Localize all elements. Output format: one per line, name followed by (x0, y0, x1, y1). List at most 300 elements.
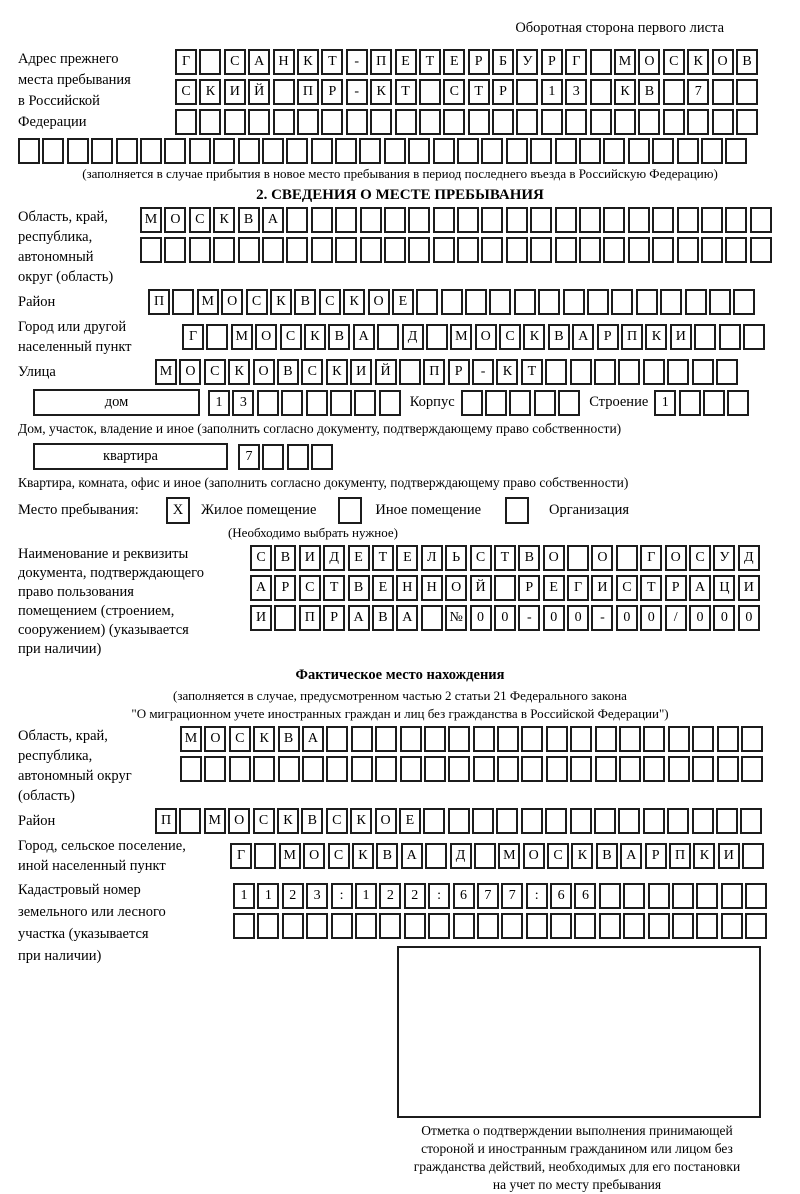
char-cell[interactable] (91, 138, 113, 164)
char-cell[interactable] (614, 109, 636, 135)
char-cell[interactable] (453, 913, 475, 939)
char-cell[interactable]: 2 (282, 883, 304, 909)
char-cell[interactable] (224, 109, 246, 135)
char-cell[interactable] (567, 545, 589, 571)
char-cell[interactable] (335, 237, 357, 263)
char-cell[interactable] (206, 324, 228, 350)
char-cell[interactable]: В (372, 605, 394, 631)
char-cell[interactable]: А (262, 207, 284, 233)
char-cell[interactable] (474, 843, 496, 869)
char-cell[interactable] (677, 207, 699, 233)
char-cell[interactable]: К (370, 79, 392, 105)
char-cell[interactable]: 6 (550, 883, 572, 909)
char-cell[interactable]: С (280, 324, 302, 350)
char-cell[interactable] (555, 207, 577, 233)
char-cell[interactable] (521, 808, 543, 834)
char-cell[interactable]: 1 (541, 79, 563, 105)
char-cell[interactable]: К (571, 843, 593, 869)
char-cell[interactable] (404, 913, 426, 939)
char-cell[interactable] (701, 207, 723, 233)
char-cell[interactable]: : (428, 883, 450, 909)
char-cell[interactable]: Д (323, 545, 345, 571)
char-cell[interactable] (679, 390, 701, 416)
char-cell[interactable]: : (331, 883, 353, 909)
char-cell[interactable] (563, 289, 585, 315)
char-cell[interactable]: Д (450, 843, 472, 869)
char-cell[interactable]: С (189, 207, 211, 233)
char-cell[interactable]: П (155, 808, 177, 834)
char-cell[interactable] (331, 913, 353, 939)
char-cell[interactable] (199, 49, 221, 75)
char-cell[interactable]: К (253, 726, 275, 752)
char-cell[interactable]: С (253, 808, 275, 834)
char-cell[interactable] (433, 207, 455, 233)
char-cell[interactable] (725, 207, 747, 233)
char-cell[interactable]: Р (468, 49, 490, 75)
char-cell[interactable] (473, 726, 495, 752)
char-cell[interactable] (179, 808, 201, 834)
char-cell[interactable]: О (543, 545, 565, 571)
char-cell[interactable]: К (523, 324, 545, 350)
char-cell[interactable]: 0 (738, 605, 760, 631)
char-cell[interactable]: С (299, 575, 321, 601)
char-cell[interactable]: В (736, 49, 758, 75)
char-cell[interactable] (745, 883, 767, 909)
char-cell[interactable]: Т (640, 575, 662, 601)
char-cell[interactable] (408, 207, 430, 233)
char-cell[interactable]: М (450, 324, 472, 350)
char-cell[interactable] (534, 390, 556, 416)
char-cell[interactable] (652, 138, 674, 164)
char-cell[interactable] (457, 207, 479, 233)
char-cell[interactable] (286, 138, 308, 164)
char-cell[interactable] (448, 808, 470, 834)
char-cell[interactable] (701, 237, 723, 263)
char-cell[interactable]: Й (248, 79, 270, 105)
char-cell[interactable]: В (596, 843, 618, 869)
char-cell[interactable] (692, 808, 714, 834)
char-cell[interactable]: М (204, 808, 226, 834)
char-cell[interactable] (648, 913, 670, 939)
char-cell[interactable] (297, 109, 319, 135)
char-cell[interactable]: А (302, 726, 324, 752)
char-cell[interactable]: 0 (640, 605, 662, 631)
char-cell[interactable]: Е (395, 49, 417, 75)
char-cell[interactable]: К (228, 359, 250, 385)
char-cell[interactable] (590, 79, 612, 105)
char-cell[interactable] (506, 207, 528, 233)
char-cell[interactable] (595, 756, 617, 782)
char-cell[interactable] (740, 808, 762, 834)
char-cell[interactable] (701, 138, 723, 164)
char-cell[interactable]: С (326, 808, 348, 834)
char-cell[interactable] (546, 726, 568, 752)
char-cell[interactable]: 3 (306, 883, 328, 909)
char-cell[interactable] (652, 237, 674, 263)
char-cell[interactable] (355, 913, 377, 939)
char-cell[interactable]: Ь (445, 545, 467, 571)
char-cell[interactable] (370, 109, 392, 135)
char-cell[interactable] (750, 237, 772, 263)
char-cell[interactable]: 1 (654, 390, 676, 416)
char-cell[interactable]: В (278, 726, 300, 752)
char-cell[interactable] (648, 883, 670, 909)
char-cell[interactable]: Ц (713, 575, 735, 601)
char-cell[interactable]: И (250, 605, 272, 631)
char-cell[interactable] (425, 843, 447, 869)
char-cell[interactable] (530, 138, 552, 164)
char-cell[interactable] (335, 207, 357, 233)
char-cell[interactable]: С (175, 79, 197, 105)
char-cell[interactable]: О (368, 289, 390, 315)
char-cell[interactable]: - (591, 605, 613, 631)
char-cell[interactable] (599, 913, 621, 939)
char-cell[interactable] (603, 237, 625, 263)
char-cell[interactable]: М (498, 843, 520, 869)
char-cell[interactable] (311, 444, 333, 470)
char-cell[interactable] (643, 808, 665, 834)
char-cell[interactable] (443, 109, 465, 135)
char-cell[interactable] (570, 756, 592, 782)
char-cell[interactable]: Е (392, 289, 414, 315)
char-cell[interactable] (663, 79, 685, 105)
char-cell[interactable]: И (224, 79, 246, 105)
char-cell[interactable]: П (299, 605, 321, 631)
char-cell[interactable]: Р (597, 324, 619, 350)
char-cell[interactable] (574, 913, 596, 939)
char-cell[interactable]: В (348, 575, 370, 601)
char-cell[interactable] (579, 237, 601, 263)
char-cell[interactable]: / (665, 605, 687, 631)
char-cell[interactable] (570, 726, 592, 752)
char-cell[interactable] (721, 913, 743, 939)
char-cell[interactable] (743, 324, 765, 350)
char-cell[interactable] (489, 289, 511, 315)
char-cell[interactable] (667, 808, 689, 834)
char-cell[interactable] (360, 207, 382, 233)
char-cell[interactable]: С (689, 545, 711, 571)
char-cell[interactable] (506, 138, 528, 164)
char-cell[interactable]: : (526, 883, 548, 909)
char-cell[interactable]: К (350, 808, 372, 834)
char-cell[interactable]: Т (521, 359, 543, 385)
char-cell[interactable]: Л (421, 545, 443, 571)
char-cell[interactable]: О (475, 324, 497, 350)
char-cell[interactable]: - (346, 49, 368, 75)
char-cell[interactable]: 7 (238, 444, 260, 470)
char-cell[interactable] (733, 289, 755, 315)
char-cell[interactable]: 1 (257, 883, 279, 909)
char-cell[interactable] (546, 756, 568, 782)
char-cell[interactable] (727, 390, 749, 416)
char-cell[interactable] (712, 79, 734, 105)
char-cell[interactable] (677, 237, 699, 263)
char-cell[interactable]: 0 (543, 605, 565, 631)
char-cell[interactable]: Т (494, 545, 516, 571)
char-cell[interactable]: 0 (494, 605, 516, 631)
char-cell[interactable]: № (445, 605, 467, 631)
char-cell[interactable]: М (180, 726, 202, 752)
char-cell[interactable] (530, 207, 552, 233)
char-cell[interactable]: С (547, 843, 569, 869)
char-cell[interactable]: - (472, 359, 494, 385)
char-cell[interactable] (448, 756, 470, 782)
checkbox-residential[interactable]: X (166, 497, 190, 524)
char-cell[interactable]: Р (323, 605, 345, 631)
char-cell[interactable]: П (669, 843, 691, 869)
char-cell[interactable] (516, 79, 538, 105)
char-cell[interactable] (687, 109, 709, 135)
char-cell[interactable] (685, 289, 707, 315)
char-cell[interactable]: А (348, 605, 370, 631)
char-cell[interactable] (545, 808, 567, 834)
char-cell[interactable] (736, 79, 758, 105)
char-cell[interactable] (140, 138, 162, 164)
char-cell[interactable] (273, 109, 295, 135)
char-cell[interactable] (725, 237, 747, 263)
char-cell[interactable]: О (445, 575, 467, 601)
char-cell[interactable] (433, 138, 455, 164)
char-cell[interactable]: С (470, 545, 492, 571)
char-cell[interactable]: О (253, 359, 275, 385)
char-cell[interactable] (42, 138, 64, 164)
char-cell[interactable] (703, 390, 725, 416)
char-cell[interactable]: 6 (574, 883, 596, 909)
char-cell[interactable] (254, 843, 276, 869)
char-cell[interactable] (253, 756, 275, 782)
char-cell[interactable]: К (304, 324, 326, 350)
char-cell[interactable]: Г (182, 324, 204, 350)
char-cell[interactable] (595, 726, 617, 752)
char-cell[interactable] (481, 207, 503, 233)
char-cell[interactable]: В (277, 359, 299, 385)
char-cell[interactable]: П (297, 79, 319, 105)
char-cell[interactable]: Г (565, 49, 587, 75)
char-cell[interactable] (742, 843, 764, 869)
char-cell[interactable]: О (228, 808, 250, 834)
char-cell[interactable]: Т (372, 545, 394, 571)
char-cell[interactable] (326, 756, 348, 782)
char-cell[interactable]: С (250, 545, 272, 571)
char-cell[interactable] (248, 109, 270, 135)
char-cell[interactable]: В (294, 289, 316, 315)
char-cell[interactable] (619, 756, 641, 782)
char-cell[interactable] (619, 726, 641, 752)
char-cell[interactable]: М (155, 359, 177, 385)
char-cell[interactable]: Т (395, 79, 417, 105)
char-cell[interactable]: Т (468, 79, 490, 105)
char-cell[interactable] (741, 756, 763, 782)
char-cell[interactable] (346, 109, 368, 135)
char-cell[interactable] (477, 913, 499, 939)
char-cell[interactable]: В (548, 324, 570, 350)
char-cell[interactable] (116, 138, 138, 164)
char-cell[interactable] (306, 913, 328, 939)
char-cell[interactable]: К (687, 49, 709, 75)
char-cell[interactable] (213, 138, 235, 164)
char-cell[interactable] (457, 138, 479, 164)
char-cell[interactable] (594, 808, 616, 834)
char-cell[interactable] (587, 289, 609, 315)
char-cell[interactable] (494, 575, 516, 601)
char-cell[interactable] (741, 726, 763, 752)
char-cell[interactable] (643, 726, 665, 752)
char-cell[interactable] (189, 138, 211, 164)
char-cell[interactable] (461, 390, 483, 416)
char-cell[interactable]: А (401, 843, 423, 869)
char-cell[interactable]: И (718, 843, 740, 869)
char-cell[interactable]: П (370, 49, 392, 75)
char-cell[interactable]: 0 (616, 605, 638, 631)
char-cell[interactable] (423, 808, 445, 834)
char-cell[interactable] (384, 207, 406, 233)
char-cell[interactable] (628, 138, 650, 164)
char-cell[interactable] (421, 605, 443, 631)
char-cell[interactable] (652, 207, 674, 233)
char-cell[interactable]: Д (402, 324, 424, 350)
char-cell[interactable]: А (620, 843, 642, 869)
char-cell[interactable] (448, 726, 470, 752)
char-cell[interactable]: С (319, 289, 341, 315)
char-cell[interactable]: С (301, 359, 323, 385)
char-cell[interactable] (692, 756, 714, 782)
char-cell[interactable] (721, 883, 743, 909)
char-cell[interactable]: Р (541, 49, 563, 75)
char-cell[interactable] (501, 913, 523, 939)
char-cell[interactable] (550, 913, 572, 939)
char-cell[interactable]: О (164, 207, 186, 233)
char-cell[interactable] (359, 138, 381, 164)
char-cell[interactable] (496, 808, 518, 834)
char-cell[interactable]: В (274, 545, 296, 571)
char-cell[interactable]: О (179, 359, 201, 385)
char-cell[interactable]: 3 (232, 390, 254, 416)
char-cell[interactable]: И (738, 575, 760, 601)
char-cell[interactable] (541, 109, 563, 135)
char-cell[interactable]: В (238, 207, 260, 233)
char-cell[interactable] (199, 109, 221, 135)
char-cell[interactable]: М (279, 843, 301, 869)
char-cell[interactable] (351, 756, 373, 782)
char-cell[interactable]: Е (372, 575, 394, 601)
char-cell[interactable] (379, 913, 401, 939)
char-cell[interactable] (709, 289, 731, 315)
char-cell[interactable]: К (213, 207, 235, 233)
char-cell[interactable] (736, 109, 758, 135)
char-cell[interactable] (321, 109, 343, 135)
char-cell[interactable] (330, 390, 352, 416)
char-cell[interactable]: С (616, 575, 638, 601)
char-cell[interactable] (716, 359, 738, 385)
char-cell[interactable] (660, 289, 682, 315)
char-cell[interactable] (400, 756, 422, 782)
char-cell[interactable]: - (346, 79, 368, 105)
char-cell[interactable]: В (328, 324, 350, 350)
char-cell[interactable]: С (224, 49, 246, 75)
char-cell[interactable] (667, 359, 689, 385)
char-cell[interactable]: О (255, 324, 277, 350)
char-cell[interactable] (638, 109, 660, 135)
char-cell[interactable] (457, 237, 479, 263)
char-cell[interactable] (257, 913, 279, 939)
char-cell[interactable] (558, 390, 580, 416)
char-cell[interactable]: К (693, 843, 715, 869)
char-cell[interactable] (433, 237, 455, 263)
char-cell[interactable]: 2 (379, 883, 401, 909)
char-cell[interactable]: А (572, 324, 594, 350)
char-cell[interactable] (238, 237, 260, 263)
char-cell[interactable]: О (221, 289, 243, 315)
char-cell[interactable] (465, 289, 487, 315)
char-cell[interactable] (424, 756, 446, 782)
char-cell[interactable]: В (376, 843, 398, 869)
char-cell[interactable]: А (396, 605, 418, 631)
char-cell[interactable]: Т (419, 49, 441, 75)
char-cell[interactable] (326, 726, 348, 752)
char-cell[interactable]: О (591, 545, 613, 571)
char-cell[interactable] (481, 237, 503, 263)
char-cell[interactable]: Н (273, 49, 295, 75)
char-cell[interactable] (395, 109, 417, 135)
char-cell[interactable] (719, 324, 741, 350)
char-cell[interactable] (643, 359, 665, 385)
char-cell[interactable]: Д (738, 545, 760, 571)
char-cell[interactable]: 3 (565, 79, 587, 105)
char-cell[interactable] (473, 756, 495, 782)
checkbox-other-premises[interactable] (338, 497, 362, 524)
char-cell[interactable] (611, 289, 633, 315)
char-cell[interactable] (238, 138, 260, 164)
char-cell[interactable] (485, 390, 507, 416)
char-cell[interactable] (636, 289, 658, 315)
char-cell[interactable]: К (496, 359, 518, 385)
char-cell[interactable]: 0 (567, 605, 589, 631)
char-cell[interactable]: К (352, 843, 374, 869)
char-cell[interactable]: К (277, 808, 299, 834)
char-cell[interactable] (262, 138, 284, 164)
char-cell[interactable] (530, 237, 552, 263)
char-cell[interactable]: П (148, 289, 170, 315)
char-cell[interactable] (273, 79, 295, 105)
char-cell[interactable]: Е (396, 545, 418, 571)
char-cell[interactable] (492, 109, 514, 135)
char-cell[interactable]: И (299, 545, 321, 571)
char-cell[interactable] (257, 390, 279, 416)
char-cell[interactable]: К (614, 79, 636, 105)
char-cell[interactable] (213, 237, 235, 263)
char-cell[interactable] (497, 726, 519, 752)
char-cell[interactable] (599, 883, 621, 909)
char-cell[interactable] (555, 138, 577, 164)
char-cell[interactable] (419, 109, 441, 135)
char-cell[interactable]: О (523, 843, 545, 869)
char-cell[interactable]: В (638, 79, 660, 105)
char-cell[interactable] (140, 237, 162, 263)
char-cell[interactable] (623, 913, 645, 939)
char-cell[interactable]: Н (396, 575, 418, 601)
checkbox-organization[interactable] (505, 497, 529, 524)
char-cell[interactable]: К (297, 49, 319, 75)
char-cell[interactable] (516, 109, 538, 135)
char-cell[interactable] (229, 756, 251, 782)
char-cell[interactable]: С (246, 289, 268, 315)
char-cell[interactable]: И (670, 324, 692, 350)
char-cell[interactable] (668, 726, 690, 752)
char-cell[interactable]: Г (640, 545, 662, 571)
char-cell[interactable]: У (713, 545, 735, 571)
char-cell[interactable] (555, 237, 577, 263)
char-cell[interactable] (311, 207, 333, 233)
